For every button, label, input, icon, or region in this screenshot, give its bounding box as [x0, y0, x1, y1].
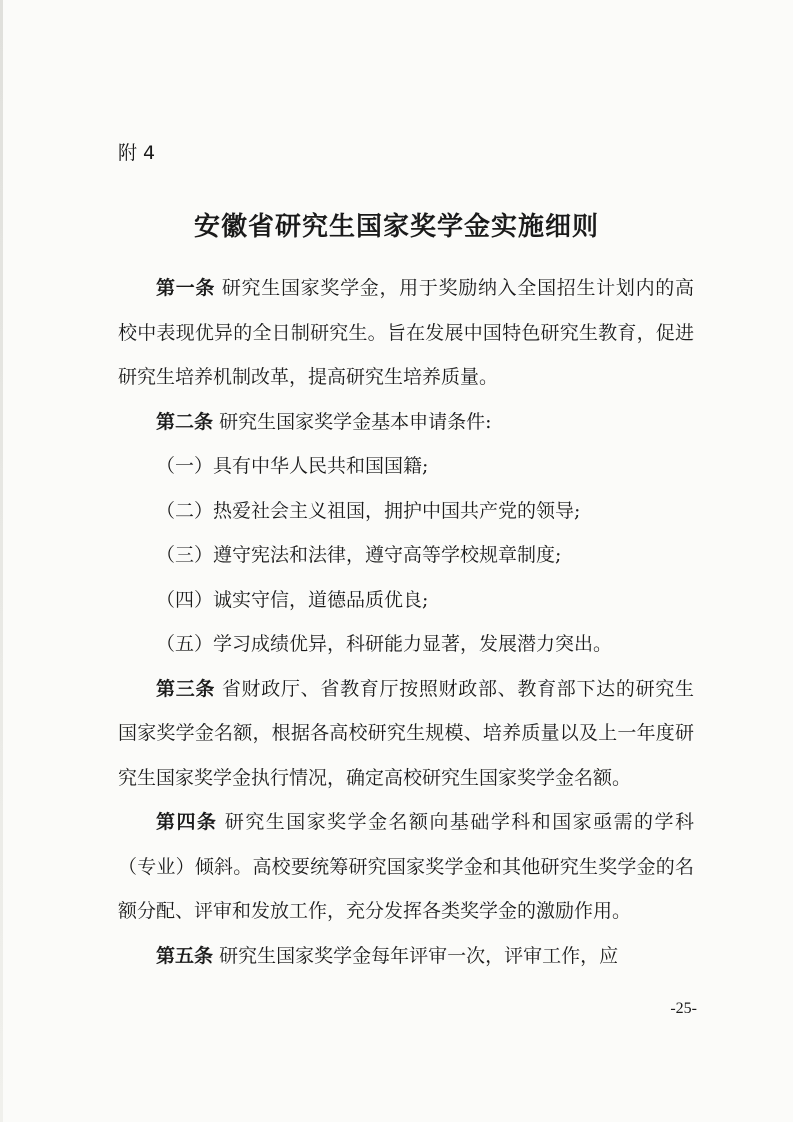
condition-item: （五）学习成绩优异，科研能力显著，发展潜力突出。	[156, 633, 613, 655]
article-text: 研究生国家奖学金每年评审一次，评审工作，应	[219, 944, 619, 967]
page-number: -25-	[670, 1000, 697, 1017]
article-label: 第一条	[156, 277, 216, 299]
attachment-label: 附 4	[118, 142, 156, 164]
condition-item: （一）具有中华人民共和国国籍;	[156, 455, 429, 477]
condition-item: （四）诚实守信，道德品质优良;	[156, 588, 429, 611]
article-3	[118, 667, 694, 801]
article-label: 第五条	[156, 944, 214, 967]
article-text: 省财政厅、省教育厅按照财政部、教育部下达的研究生国家奖学金名额，根据各高校研究生规模、培养质量以及上一年度研究生国家奖学金执行情况，确定高校研究生国家奖学金名额。	[118, 677, 694, 789]
article-text: 研究生国家奖学金，用于奖励纳入全国招生计划内的高校中表现优异的全日制研究生。旨在发展中国特色研究生教育，促进研究生培养机制改革，提高研究生培养质量。	[118, 277, 694, 388]
article-label: 第四条	[156, 811, 218, 833]
condition-item: （三）遵守宪法和法律，遵守高等学校规章制度;	[156, 544, 562, 566]
article-5	[118, 934, 694, 979]
document-title: 安徽省研究生国家奖学金实施细则	[193, 212, 599, 242]
article-1	[118, 266, 694, 400]
article-text: 研究生国家奖学金基本申请条件:	[219, 410, 492, 433]
scan-edge	[0, 0, 3, 1122]
article-label: 第三条	[156, 677, 216, 700]
document-body	[118, 266, 694, 978]
condition-item: （二）热爱社会主义祖国，拥护中国共产党的领导;	[156, 499, 581, 522]
article-2	[118, 400, 694, 445]
article-text: 研究生国家奖学金名额向基础学科和国家亟需的学科（专业）倾斜。高校要统筹研究国家奖学金和其他研究生奖学金的名额分配、评审和发放工作，充分发挥各类奖学金的激励作用。	[118, 811, 694, 922]
article-4	[118, 800, 694, 934]
article-label: 第二条	[156, 410, 214, 433]
